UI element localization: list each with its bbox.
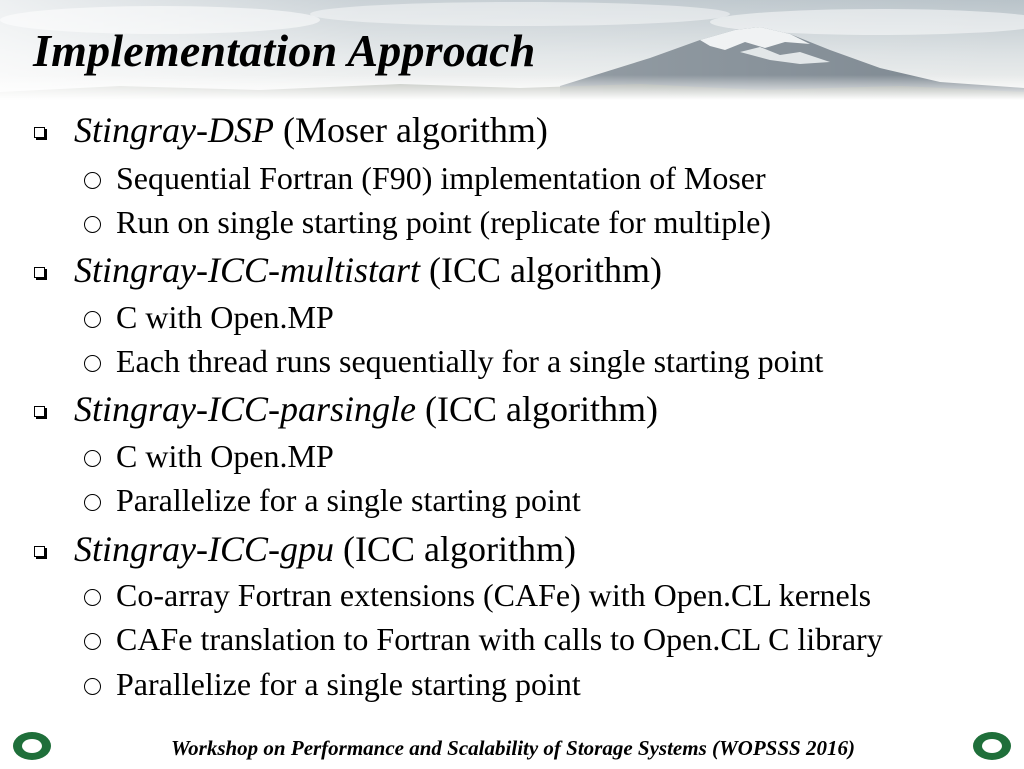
university-o-logo-icon <box>10 728 54 764</box>
sub-bullet-text: Parallelize for a single starting point <box>116 482 581 518</box>
footer-text: Workshop on Performance and Scalability of Storage Systems (WOPSSS 2016) <box>171 736 855 760</box>
bullet-name: Stingray-ICC-gpu <box>74 529 334 569</box>
bullet-name: Stingray-ICC-parsingle <box>74 389 416 429</box>
square-bullet-icon <box>34 546 45 557</box>
bullet-name: Stingray-ICC-multistart <box>74 250 421 290</box>
circle-bullet-icon <box>84 216 101 233</box>
bullet-label <box>74 391 658 427</box>
footer <box>0 728 1024 768</box>
bullet-algorithm: (ICC algorithm) <box>415 389 658 429</box>
bullet-label <box>74 252 662 288</box>
square-bullet-icon <box>34 406 45 417</box>
sub-bullet-text: Co-array Fortran extensions (CAFe) with Open.CL kernels <box>116 577 872 613</box>
circle-bullet-icon <box>84 355 101 372</box>
circle-bullet-icon <box>84 172 101 189</box>
bullet-algorithm: (ICC algorithm) <box>420 250 662 290</box>
sub-bullet-text: Sequential Fortran (F90) implementation of Moser <box>116 160 766 196</box>
circle-bullet-icon <box>84 633 101 650</box>
circle-bullet-icon <box>84 678 101 695</box>
circle-bullet-icon <box>84 450 101 467</box>
square-bullet-icon <box>34 267 45 278</box>
sub-bullet-text: C with Open.MP <box>116 438 334 474</box>
bullet-name: Stingray-DSP <box>74 110 274 150</box>
bullet-label <box>74 531 576 567</box>
square-bullet-icon <box>34 127 45 138</box>
circle-bullet-icon <box>84 311 101 328</box>
bullet-algorithm: (Moser algorithm) <box>273 110 548 150</box>
bullet-label <box>74 112 548 148</box>
university-o-logo-icon <box>970 728 1014 764</box>
sub-bullet-text: C with Open.MP <box>116 299 334 335</box>
sub-bullet-text: CAFe translation to Fortran with calls to Open.CL C library <box>116 621 883 657</box>
header-banner-image <box>0 0 1024 100</box>
sub-bullet-text: Run on single starting point (replicate for multiple) <box>116 204 771 240</box>
bullet-algorithm: (ICC algorithm) <box>333 529 576 569</box>
sub-bullet-text: Parallelize for a single starting point <box>116 666 581 702</box>
circle-bullet-icon <box>84 589 101 606</box>
circle-bullet-icon <box>84 494 101 511</box>
sub-bullet-text: Each thread runs sequentially for a single starting point <box>116 343 824 379</box>
slide-title: Implementation Approach <box>33 25 536 76</box>
